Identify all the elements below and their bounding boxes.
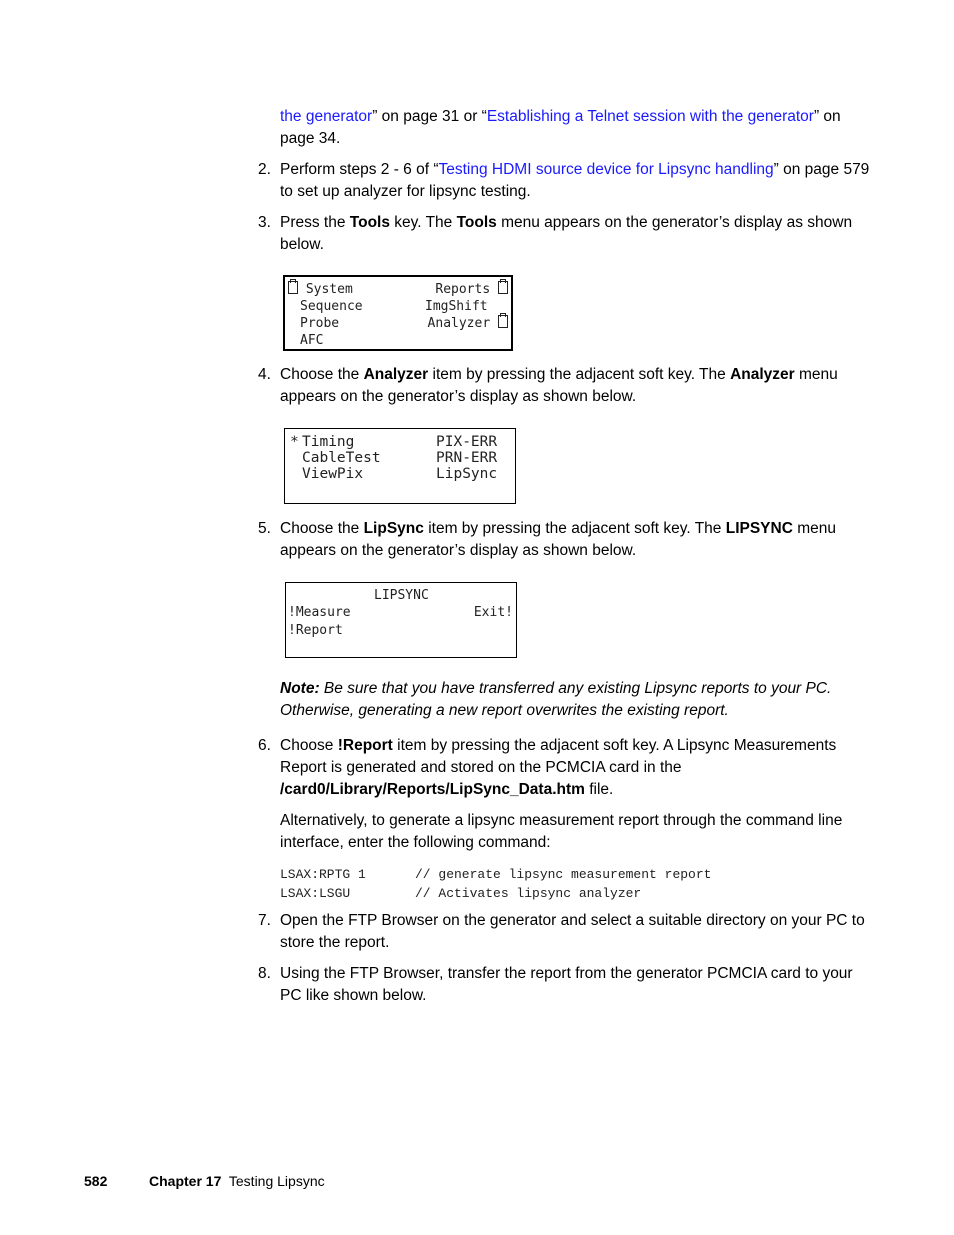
note-paragraph: Note: Be sure that you have transferred any existing Lipsync reports to your PC. Otherwise, generating a new report overwrites the existing report.: [280, 680, 832, 719]
step-number: 5.: [258, 520, 271, 537]
step-5-text: Choose the LipSync item by pressing the adjacent soft key. The LIPSYNC menu appears on the generator’s display as shown below.: [280, 520, 837, 559]
step-number: 7.: [258, 912, 271, 929]
step-2-text: Perform steps 2 - 6 of “Testing HDMI source device for Lipsync handling” on page 579 to set up analyzer for lipsync testing.: [280, 161, 870, 200]
menu-item-timing: Timing: [302, 434, 355, 450]
link-testing-hdmi[interactable]: Testing HDMI source device for Lipsync handling: [438, 161, 774, 178]
step-3-text: Press the Tools key. The Tools menu appears on the generator’s display as shown below.: [280, 214, 853, 253]
link-telnet-session[interactable]: Establishing a Telnet session with the generator: [486, 108, 814, 125]
lipsync-menu-display: [285, 582, 517, 658]
step-number: 2.: [258, 161, 271, 178]
display-title: LIPSYNC: [374, 588, 429, 603]
step-number: 4.: [258, 366, 271, 383]
intro-paragraph: the generator” on page 31 or “Establishing a Telnet session with the generator” on page 34.: [280, 108, 841, 147]
code-line: LSAX:RPTG 1 // generate lipsync measurement report: [280, 867, 712, 882]
step-number: 3.: [258, 214, 271, 231]
link-the-generator[interactable]: the generator: [280, 108, 373, 125]
menu-item-exit: Exit!: [473, 605, 513, 620]
menu-item-reports: Reports: [435, 282, 491, 297]
menu-item-imgshift: ImgShift: [425, 299, 488, 314]
menu-item-probe: Probe: [300, 316, 340, 331]
note-label: Note:: [280, 680, 320, 697]
menu-item-measure: !Measure: [288, 605, 351, 620]
tools-menu-display: [283, 275, 513, 351]
softkey-icon: [288, 281, 298, 294]
menu-item-prn-err: PRN-ERR: [436, 450, 498, 466]
menu-item-viewpix: ViewPix: [302, 466, 364, 482]
step-6-text: Choose !Report item by pressing the adjacent soft key. A Lipsync Measurements Report is generated and stored on the PCMCIA card in the /card0/Library/Reports/LipSync_Data.htm file.: [280, 737, 837, 798]
step-number: 8.: [258, 965, 271, 982]
softkey-icon: [498, 281, 508, 294]
step-4-text: Choose the Analyzer item by pressing the adjacent soft key. The Analyzer menu appears on the generator’s display as shown below.: [280, 366, 838, 405]
running-footer: Chapter 17 Testing Lipsync: [149, 1173, 325, 1189]
menu-item-afc: AFC: [300, 333, 324, 348]
selected-marker: *: [290, 434, 299, 450]
menu-item-analyzer: Analyzer: [427, 316, 491, 331]
menu-item-cabletest: CableTest: [302, 450, 381, 466]
step-8-text: Using the FTP Browser, transfer the report from the generator PCMCIA card to your PC like shown below.: [280, 965, 853, 1004]
step-number: 6.: [258, 737, 271, 754]
alternative-paragraph: Alternatively, to generate a lipsync measurement report through the command line interface, enter the following command:: [280, 812, 843, 851]
page-number: 582: [84, 1173, 108, 1189]
menu-item-report: !Report: [288, 623, 343, 638]
step-7-text: Open the FTP Browser on the generator and select a suitable directory on your PC to store the report.: [280, 912, 865, 951]
code-line: LSAX:LSGU // Activates lipsync analyzer: [280, 886, 642, 901]
menu-item-pix-err: PIX-ERR: [436, 434, 498, 450]
menu-item-system: System: [305, 282, 353, 297]
softkey-icon: [498, 315, 508, 328]
menu-item-sequence: Sequence: [300, 299, 363, 314]
menu-item-lipsync: LipSync: [436, 466, 498, 482]
analyzer-menu-display: [284, 428, 516, 504]
